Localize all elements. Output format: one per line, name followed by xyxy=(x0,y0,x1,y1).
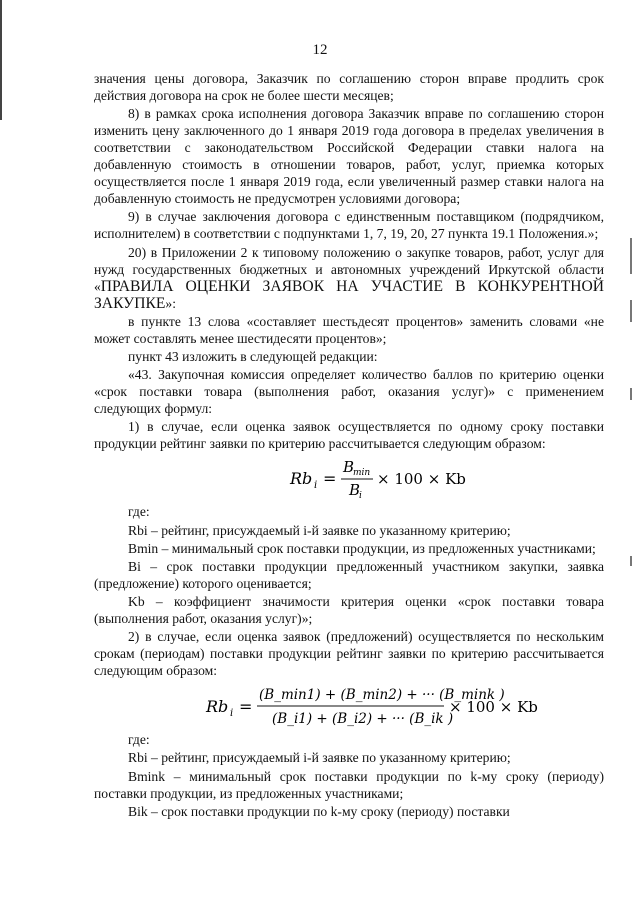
formula-svg xyxy=(94,455,604,501)
formula-denominator: (B_i1) + (B_i2) + ··· (B_ik ) xyxy=(272,711,454,728)
formula-lhs-sub: i xyxy=(230,708,234,720)
formula-numerator-sub: min xyxy=(353,468,371,479)
definition: Rbi – рейтинг, присуждаемый i-й заявке по указанному критерию; xyxy=(128,750,511,766)
formula-svg xyxy=(94,681,604,729)
definition: Bmin – минимальный срок поставки продукции, из предложенных участниками; xyxy=(128,540,596,556)
formula-tail: × 100 × Kb xyxy=(449,698,538,717)
formula-multi-period xyxy=(94,681,604,729)
paragraph-case-1: 1) в случае, если оценка заявок осуществляется по одному сроку поставки продукции рейтинг заявки по критерию рассчитывается следующим образом: xyxy=(94,419,604,452)
definition: Bik – срок поставки продукции по k-му сроку (периоду) поставки xyxy=(128,803,510,819)
paragraph-43: «43. Закупочная комиссия определяет количество баллов по критерию оценки «срок поставки товара (выполнения работ, оказания услуг)» с применением следующих формул: xyxy=(94,367,604,417)
formula-single-period xyxy=(94,455,604,501)
formula-lhs: Rb xyxy=(206,697,229,717)
formula-tail: × 100 × Kb xyxy=(377,470,466,489)
formula-denominator: B xyxy=(349,481,361,500)
formula-denominator-sub: i xyxy=(359,491,362,502)
paragraph-item-20 xyxy=(94,244,604,312)
definition: Kb – коэффициент значимости критерия оценки «срок поставки товара (выполнения работ, оказания услуг)»; xyxy=(94,594,604,627)
formula-equals: = xyxy=(323,469,337,489)
formula-lhs-sub: i xyxy=(314,480,318,492)
document-body xyxy=(94,70,604,821)
paragraph-item-8: 8) в рамках срока исполнения договора Заказчик вправе по соглашению сторон изменить цену заключенного до 1 января 2019 года договора в пределах увеличения в соответствии с законодательством Российской Федерации ставки налога на добавленную стоимость в отношении товаров, работ, услуг, приемка которых осуществляется после 1 января 2019 года, если увеличенный размер ставки налога на добавленную стоимость не предусмотрен условиями договора; xyxy=(94,106,604,207)
right-edge-scan-mark xyxy=(630,388,632,400)
right-edge-scan-mark xyxy=(630,300,632,322)
section-title-caps: ПРАВИЛА ОЦЕНКИ ЗАЯВОК НА УЧАСТИЕ В КОНКУРЕНТНОЙ ЗАКУПКЕ xyxy=(94,277,604,312)
where-label: где: xyxy=(128,732,150,748)
definition: Bi – срок поставки продукции предложенный участником закупки, заявка (предложение) которого оценивается; xyxy=(94,558,604,591)
where-label: где: xyxy=(128,504,150,520)
definition: Rbi – рейтинг, присуждаемый i-й заявке по указанному критерию; xyxy=(128,522,511,538)
paragraph: значения цены договора, Заказчик по соглашению сторон вправе продлить срок действия договора на срок не более шести месяцев; xyxy=(94,71,604,103)
formula-lhs: Rb xyxy=(290,469,313,489)
paragraph-item-9: 9) в случае заключения договора с единственным поставщиком (подрядчиком, исполнителем) в соответствии с подпунктами 1, 7, 19, 20, 27 пункта 19.1 Положения.»; xyxy=(94,209,604,242)
paragraph-case-2: 2) в случае, если оценка заявок (предложений) осуществляется по нескольким срокам (периодам) поставки продукции рейтинг заявки по критерию рассчитывается следующим образом: xyxy=(94,629,604,679)
paragraph-text: 20) в Приложении 2 к типовому положению о закупке товаров, работ, услуг для нужд государственных бюджетных и автономных учреждений Иркутской области « xyxy=(94,244,604,294)
formula-equals: = xyxy=(239,697,253,717)
page-number: 12 xyxy=(312,42,328,58)
definition: Bmink – минимальный срок поставки продукции по k-му сроку (периоду) поставки продукции, из предложенных участниками; xyxy=(94,768,604,801)
right-edge-scan-mark xyxy=(630,556,632,566)
paragraph-text: »: xyxy=(165,295,176,311)
paragraph: в пункте 13 слова «составляет шестьдесят процентов» заменить словами «не может составлять менее шестидесяти процентов»; xyxy=(94,313,604,346)
formula-numerator: (B_min1) + (B_min2) + ··· (B_mink ) xyxy=(259,687,505,704)
formula-numerator: B xyxy=(343,458,355,477)
paragraph: пункт 43 изложить в следующей редакции: xyxy=(128,348,378,364)
left-edge-scan-line xyxy=(0,0,2,120)
right-edge-scan-mark xyxy=(630,238,632,274)
